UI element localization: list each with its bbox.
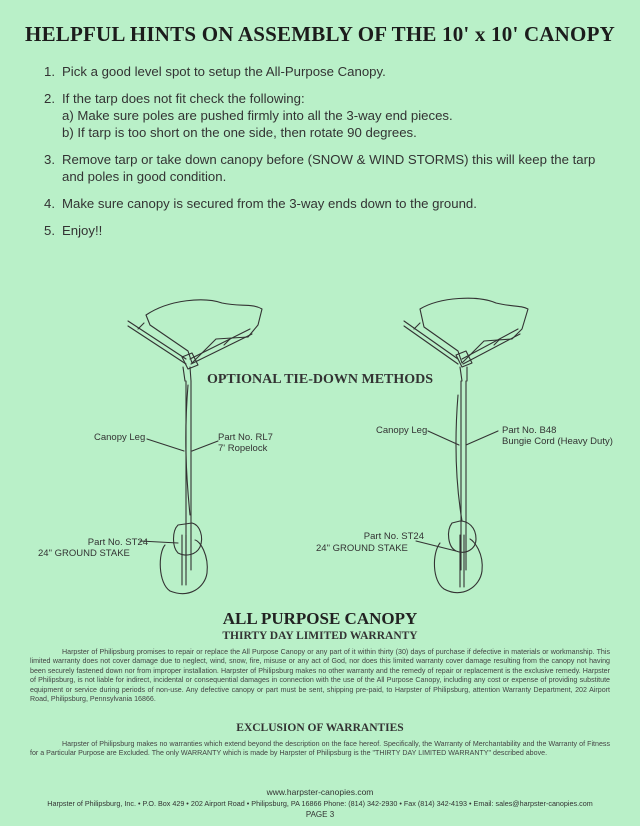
page-title: HELPFUL HINTS ON ASSEMBLY OF THE 10' x 10' CANOPY <box>25 22 615 46</box>
hint-item-1 <box>44 63 614 80</box>
hint-number: 4. <box>44 196 55 211</box>
right-part-leader <box>466 431 498 445</box>
figure-title: OPTIONAL TIE-DOWN METHODS <box>206 372 434 387</box>
left-pole-arm-2 <box>190 329 252 364</box>
hint-item-2 <box>44 90 614 141</box>
right-part-description: Bungie Cord (Heavy Duty) <box>502 436 613 447</box>
left-canopy-leg-label: Canopy Leg <box>94 432 146 443</box>
left-part-label <box>218 432 273 454</box>
warranty-subtitle: THIRTY DAY LIMITED WARRANTY <box>222 630 418 642</box>
hint-number: 3. <box>44 152 55 167</box>
hints-list <box>44 63 614 249</box>
right-pole-arm-1 <box>404 321 458 364</box>
left-stake-description: 24" GROUND STAKE <box>38 548 130 559</box>
right-leg-leader <box>428 431 459 445</box>
hint-line: and poles in good condition. <box>62 169 227 184</box>
left-stake-label <box>68 537 148 548</box>
hint-item-4 <box>44 195 614 212</box>
footer-address: Harpster of Philipsburg, Inc. • P.O. Box 429 • 202 Airport Road • Philipsburg, PA 16866 Phone: (814) 342-2930 • Fax (814) 342-4193 • Email: sales@harpster-canopies.com <box>47 799 593 808</box>
hint-text <box>62 151 614 185</box>
warranty-title: ALL PURPOSE CANOPY <box>222 609 418 628</box>
right-part-number: Part No. B48 <box>502 425 557 436</box>
hint-number: 1. <box>44 64 55 79</box>
hint-line: Pick a good level spot to setup the All-Purpose Canopy. <box>62 64 386 79</box>
hint-line: Remove tarp or take down canopy before (SNOW & WIND STORMS) this will keep the tarp <box>62 152 596 167</box>
right-stake-part-number: Part No. ST24 <box>363 531 424 542</box>
footer-website[interactable]: www.harpster-canopies.com <box>266 787 374 797</box>
warranty-text: Harpster of Philipsburg promises to repair or replace the All Purpose Canopy or any part of it within thirty (30) days of purchase if defective in materials or workmanship. This limited warranty does not cover damage due to neglect, wind, snow, fire, misuse or any act of God, nor does this limited warranty cover damage resulting from the canopy not having been securely fastened down nor from improper installation. Harpster of Philipsburg makes no other warranty and the remedy of repair or replacement is the exclusive remedy. Harpster of Philipsburg, is not liable for indirect, incidental or consequential damages in connection with the use of the All Purpose Canopy, including any cost or expense of providing substitute equipment or service during periods of non-use. Any defective canopy or part must be sent, shipping pre-paid, to Harpster of Philipsburg, attention Warranty Department, 202 Airport Road, Philipsburg, Pennsylvania 16866. <box>30 648 610 704</box>
right-part-label <box>502 425 613 447</box>
exclusion-title: EXCLUSION OF WARRANTIES <box>236 722 404 734</box>
hint-item-3 <box>44 151 614 185</box>
right-pole-arm-2 <box>462 329 520 364</box>
hint-item-5 <box>44 222 614 239</box>
hint-line: If the tarp does not fit check the following: <box>62 91 305 106</box>
hint-text <box>62 63 614 80</box>
right-stake-description: 24" GROUND STAKE <box>316 543 408 554</box>
right-stake-label <box>344 531 424 542</box>
left-part-number: Part No. RL7 <box>218 432 273 443</box>
right-bungie-knot <box>449 521 476 552</box>
left-ground-mound <box>160 540 207 594</box>
left-part-leader <box>192 441 218 451</box>
right-canopy-leg-label: Canopy Leg <box>376 425 428 436</box>
left-part-description: 7' Ropelock <box>218 443 268 454</box>
left-stake-part-number: Part No. ST24 <box>87 537 148 548</box>
left-ground-stake <box>182 535 186 585</box>
hint-number: 5. <box>44 223 55 238</box>
hint-number: 2. <box>44 91 55 106</box>
left-pole-arm-1 <box>128 321 186 364</box>
hint-line: Enjoy!! <box>62 223 103 238</box>
page-number: PAGE 3 <box>305 810 335 819</box>
exclusion-text: Harpster of Philipsburg makes no warranties which extend beyond the description on the face hereof. Specifically, the Warranty of Merchantability and the Warranty of Fitness for a Particular Purpose are Excluded. The only WARRANTY which is made by Harpster of Philipsburg is the "THIRTY DAY LIMITED WARRANTY" described above. <box>30 740 610 758</box>
hint-text <box>62 195 614 212</box>
hint-text <box>62 90 614 141</box>
hint-line: Make sure canopy is secured from the 3-way ends down to the ground. <box>62 196 477 211</box>
right-tarp-corner <box>420 298 528 363</box>
hint-line: b) If tarp is too short on the one side, then rotate 90 degrees. <box>62 125 417 140</box>
left-ropelock-block <box>174 523 202 555</box>
left-leg-leader <box>147 439 184 451</box>
hint-line: a) Make sure poles are pushed firmly into all the 3-way end pieces. <box>62 108 453 123</box>
hint-text <box>62 222 614 239</box>
